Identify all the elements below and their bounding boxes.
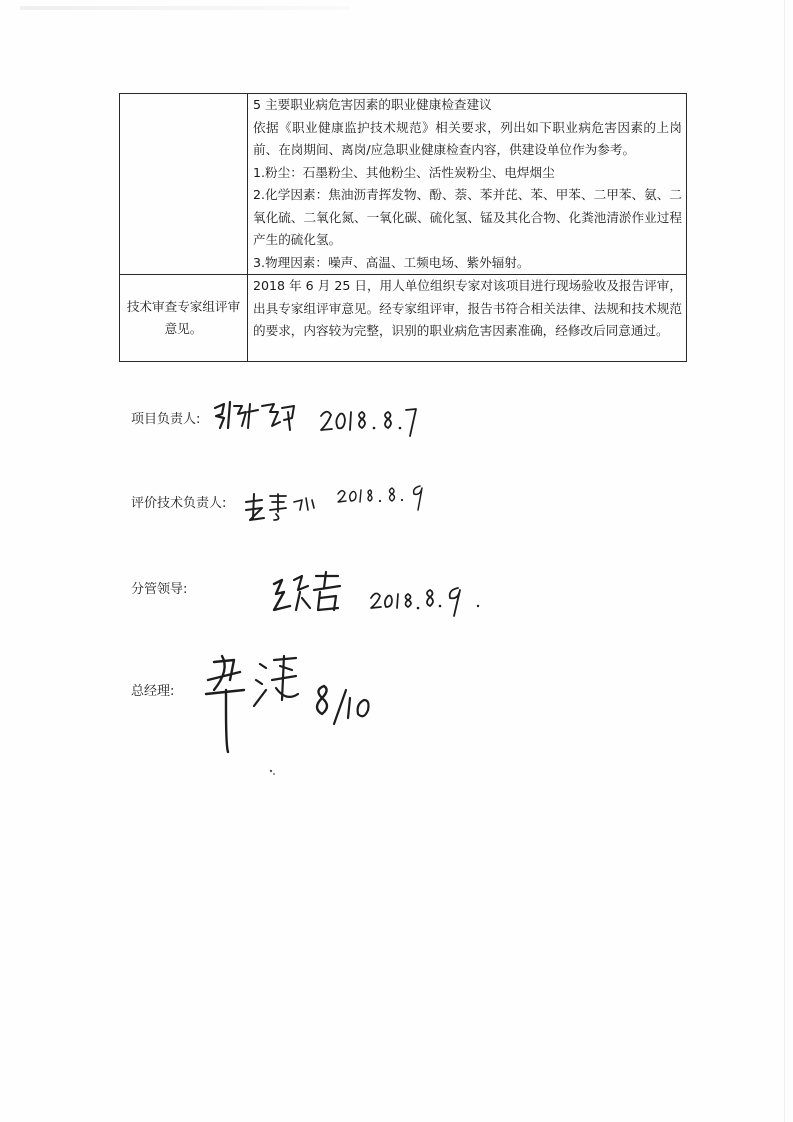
table-row — [120, 275, 687, 362]
ink-speck — [268, 762, 278, 781]
division-leader-label: 分管领导: — [131, 582, 188, 597]
chemical-item: 2.化学因素：焦油沥青挥发物、酚、萘、苯并芘、苯、甲苯、二甲苯、氨、二氧化硫、二氧化氮、一氧化碳、硫化氢、锰及其化合物、化粪池清淤作业过程产生的硫化氢。 — [253, 187, 682, 247]
technical-leader-signature — [242, 488, 342, 528]
general-manager-date — [312, 682, 382, 732]
row-label — [120, 94, 248, 275]
project-leader-date — [318, 406, 418, 444]
division-leader-date — [368, 584, 488, 624]
general-manager-signature — [200, 650, 330, 764]
scan-edge — [784, 0, 785, 1122]
intro-paragraph: 依据《职业健康监护技术规范》相关要求，列出如下职业病危害因素的上岗前、在岗期间、离岗/应急职业健康检查内容，供建设单位作为参考。 — [253, 119, 682, 157]
dust-item: 1.粉尘：石墨粉尘、其他粉尘、活性炭粉尘、电焊烟尘 — [253, 164, 555, 180]
review-table — [119, 93, 687, 362]
project-leader-signature — [212, 398, 322, 442]
section-heading: 5 主要职业病危害因素的职业健康检查建议 — [253, 97, 492, 112]
expert-review-content — [248, 275, 687, 362]
general-manager-label: 总经理: — [131, 684, 175, 699]
expert-review-text: 2018 年 6 月 25 日，用人单位组织专家对该项目进行现场验收及报告评审，出具专家组评审意见。经专家组评审，报告书符合相关法律、法规和技术规范的要求，内容较为完整，识别的职业病危害因素准确，经修改后同意通过。 — [253, 278, 682, 338]
health-check-content — [248, 94, 687, 275]
scan-artifact — [20, 6, 350, 10]
project-leader-label: 项目负责人: — [131, 412, 201, 427]
technical-leader-label: 评价技术负责人: — [131, 496, 227, 511]
technical-leader-date — [336, 482, 436, 516]
physical-item: 3.物理因素：噪声、高温、工频电场、紫外辐射。 — [253, 254, 530, 270]
table-row — [120, 94, 687, 275]
expert-review-label: 技术审查专家组评审意见。 — [120, 275, 248, 362]
division-leader-signature — [268, 570, 368, 624]
